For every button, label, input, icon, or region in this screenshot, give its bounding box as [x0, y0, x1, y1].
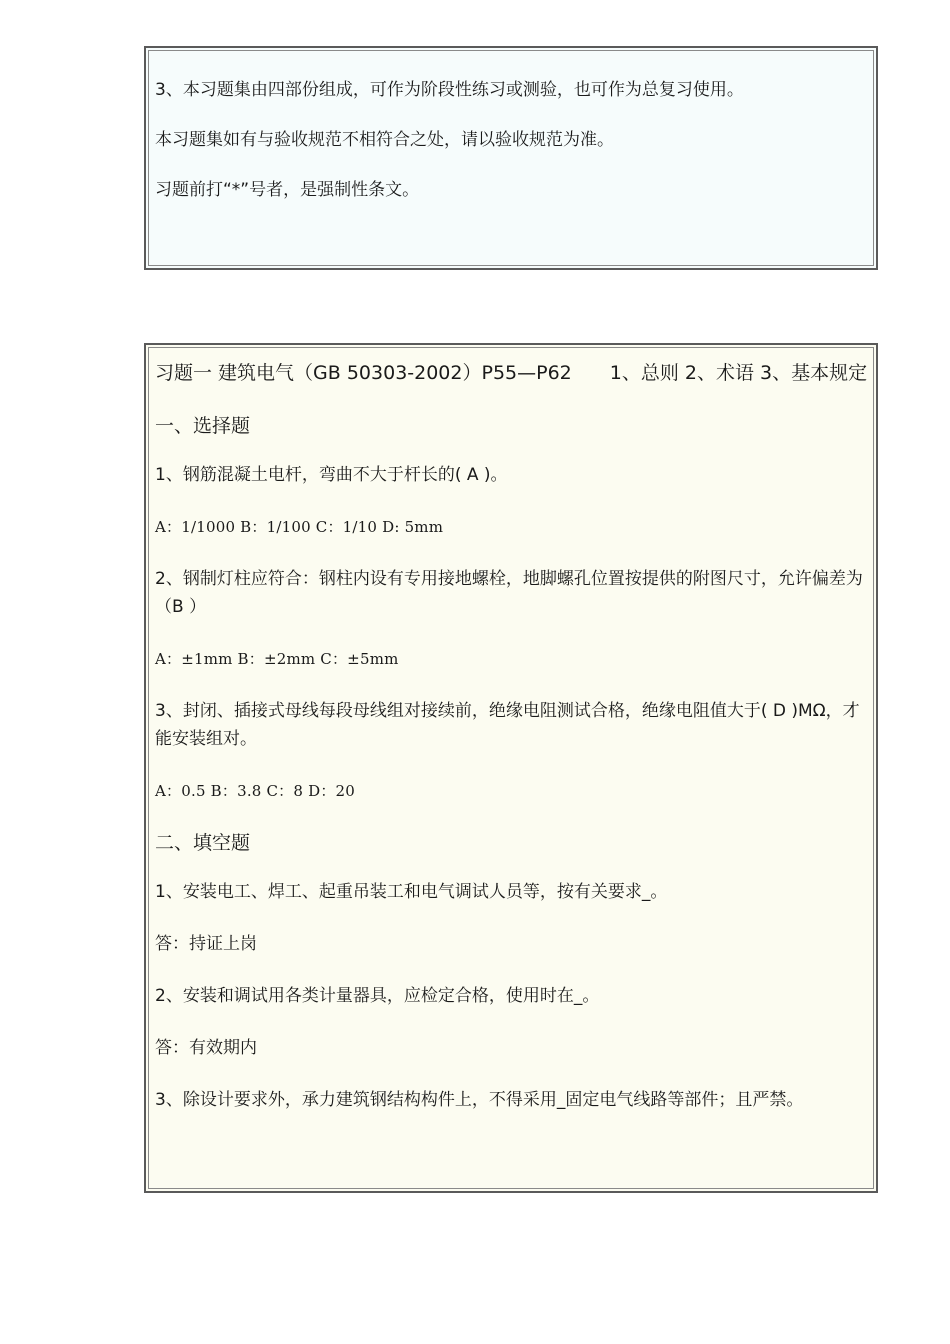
section-fill-blank: 二、填空题 — [155, 832, 251, 854]
fill-question-2: 2、安装和调试用各类计量器具，应检定合格，使用时在_。 — [155, 986, 600, 1006]
question-3: 3、封闭、插接式母线每段母线组对接续前，绝缘电阻测试合格，绝缘电阻值大于( D )MΩ，才能安装组对。 — [155, 701, 860, 749]
question-2: 2、钢制灯柱应符合：钢柱内设有专用接地螺栓，地脚螺孔位置按提供的附图尺寸，允许偏差为（B ） — [155, 569, 863, 617]
intro-line-1: 3、本习题集由四部份组成，可作为阶段性练习或测验，也可作为总复习使用。 — [155, 80, 744, 100]
question-2-options: A：±1mm B：±2mm C：±5mm — [155, 650, 399, 668]
question-1-options: A：1/1000 B：1/100 C：1/10 D: 5mm — [155, 518, 444, 536]
fill-answer-2: 答：有效期内 — [155, 1038, 257, 1058]
fill-question-3: 3、除设计要求外，承力建筑钢结构构件上，不得采用_固定电气线路等部件；且严禁。 — [155, 1090, 804, 1110]
intro-box — [144, 46, 878, 270]
question-1: 1、钢筋混凝土电杆，弯曲不大于杆长的( A )。 — [155, 465, 508, 485]
fill-question-1: 1、安装电工、焊工、起重吊装工和电气调试人员等，按有关要求_。 — [155, 882, 668, 902]
intro-line-3: 习题前打“*”号者，是强制性条文。 — [155, 180, 420, 200]
intro-line-2: 本习题集如有与验收规范不相符合之处，请以验收规范为准。 — [155, 130, 614, 150]
fill-answer-1: 答：持证上岗 — [155, 934, 257, 954]
question-3-options: A：0.5 B：3.8 C：8 D：20 — [155, 782, 356, 800]
section-multiple-choice: 一、选择题 — [155, 415, 251, 437]
exercise-box — [144, 343, 878, 1193]
exercise-title: 习题一 建筑电气（GB 50303-2002）P55—P62 1、总则 2、术语 3、基本规定 — [155, 362, 868, 384]
